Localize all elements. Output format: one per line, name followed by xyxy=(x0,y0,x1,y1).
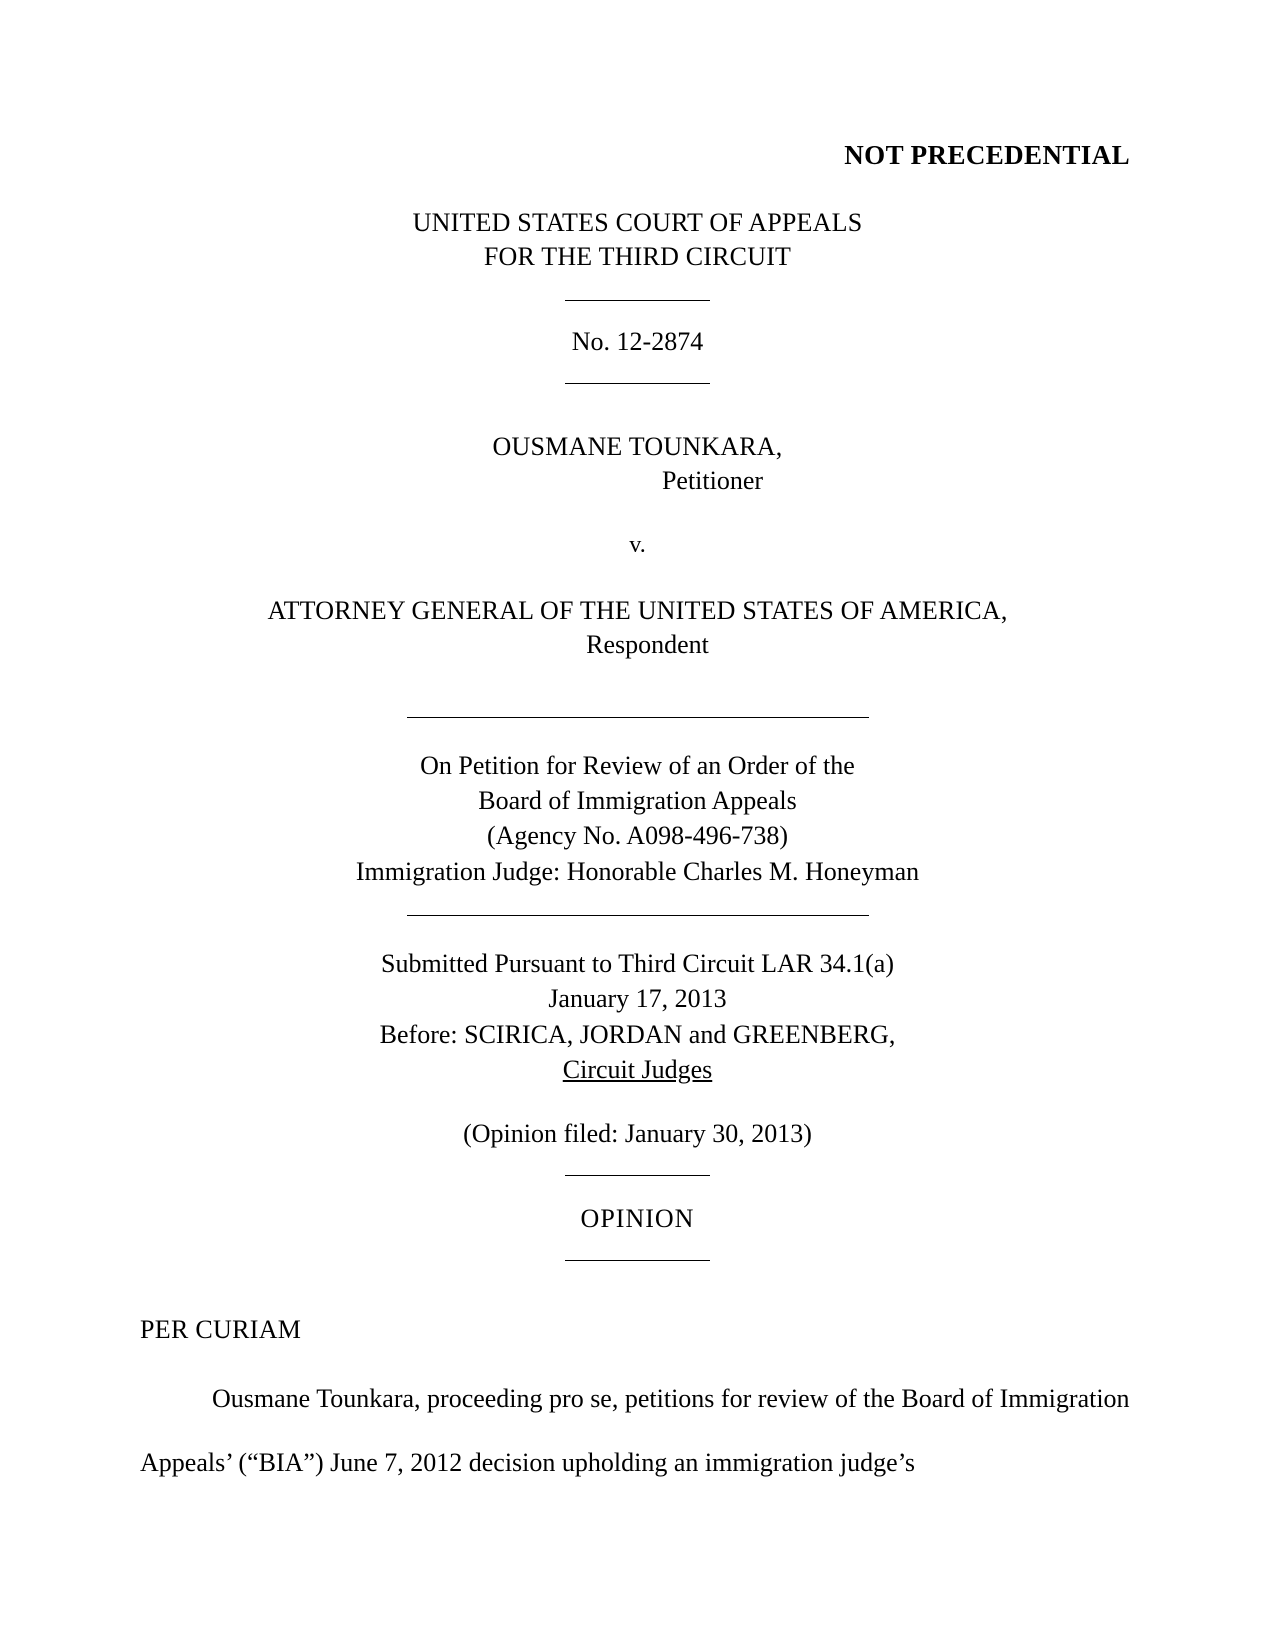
divider-wrap-1 xyxy=(140,717,1135,718)
opinion-heading: OPINION xyxy=(580,1204,695,1234)
petition-info-line-1: On Petition for Review of an Order of the xyxy=(420,750,855,780)
divider-rule-petition xyxy=(407,915,869,916)
opinion-filed-date: (Opinion filed: January 30, 2013) xyxy=(463,1119,812,1149)
document-content xyxy=(140,0,1135,1494)
panel-judges-title: Circuit Judges xyxy=(562,1055,713,1085)
respondent-role: Respondent xyxy=(586,630,709,660)
panel-judges: Before: SCIRICA, JORDAN and GREENBERG, xyxy=(379,1019,896,1049)
submission-rule-line: Submitted Pursuant to Third Circuit LAR 34.1(a) xyxy=(381,948,894,978)
petition-info-line-2: Board of Immigration Appeals xyxy=(478,785,797,815)
petition-info xyxy=(140,748,1135,889)
docket-number: No. 12-2874 xyxy=(571,326,704,356)
divider-rule-opinion-top xyxy=(565,1175,710,1176)
divider-rule-docket xyxy=(565,383,710,384)
petitioner-name: OUSMANE TOUNKARA, xyxy=(492,431,783,461)
agency-number: (Agency No. A098-496-738) xyxy=(486,821,789,851)
versus-separator: v. xyxy=(629,532,646,559)
court-title-line-2: FOR THE THIRD CIRCUIT xyxy=(483,241,792,271)
submission-info xyxy=(140,946,1135,1087)
opinion-body-paragraph: Ousmane Tounkara, proceeding pro se, petitions for review of the Board of Immigration Appeals’ (“BIA”) June 7, 2012 decision upholding an immigration judge’s xyxy=(140,1384,1130,1477)
immigration-judge: Immigration Judge: Honorable Charles M. Honeyman xyxy=(355,856,920,886)
court-title-line-1: UNITED STATES COURT OF APPEALS xyxy=(412,208,863,237)
court-title xyxy=(140,206,1135,274)
panel-line xyxy=(140,1017,1135,1088)
submission-date: January 17, 2013 xyxy=(548,984,727,1014)
respondent-name: ATTORNEY GENERAL OF THE UNITED STATES OF AMERICA, xyxy=(267,595,1008,625)
petitioner-role: Petitioner xyxy=(661,465,764,495)
divider-rule-caption xyxy=(407,717,869,718)
divider-rule-top xyxy=(565,300,710,301)
divider-wrap-2 xyxy=(140,915,1135,916)
case-caption xyxy=(140,430,1135,663)
divider-rule-opinion-bottom xyxy=(565,1260,710,1261)
per-curiam-label: PER CURIAM xyxy=(140,1315,302,1345)
not-precedential-caption: NOT PRECEDENTIAL xyxy=(844,140,1130,170)
